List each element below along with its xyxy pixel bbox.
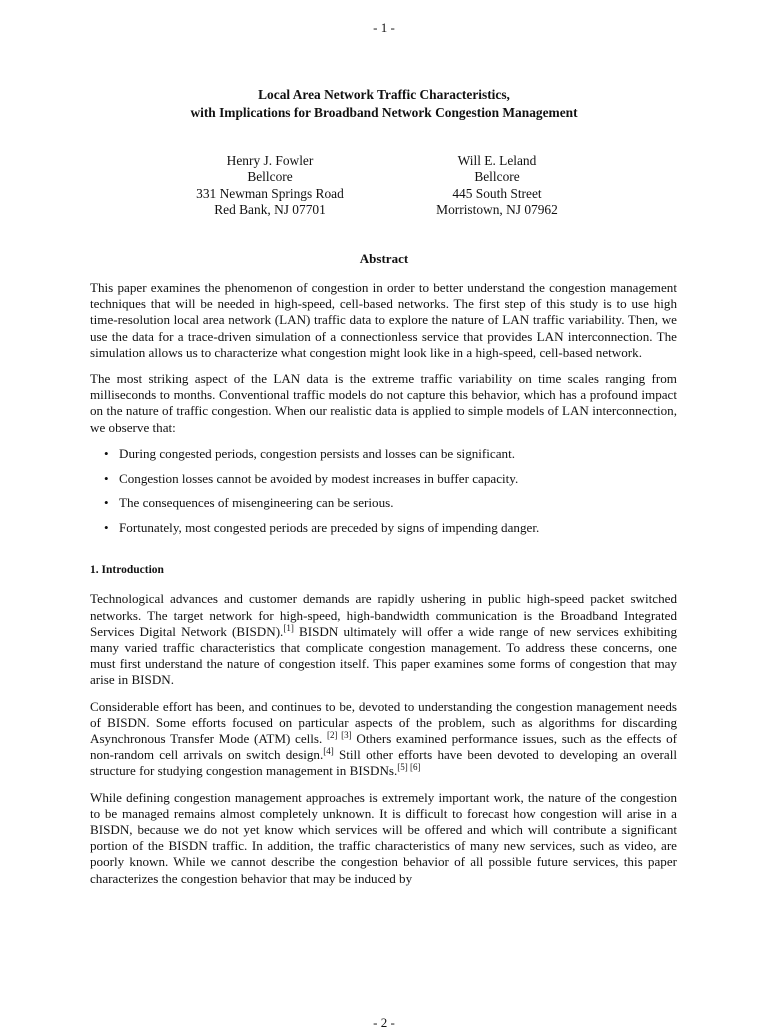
author-block-1	[150, 153, 390, 219]
list-item	[104, 520, 677, 536]
bullet-icon: •	[104, 495, 109, 511]
abstract-paragraph-1: This paper examines the phenomenon of congestion in order to better understand the congestion management techniques that will be needed in high-speed, cell-based networks. The first step of this study is to use high time-resolution local area network (LAN) traffic data to explore the nature of LAN traffic variability. Then, we use the data for a trace-driven simulation of a connectionless service that provides LAN interconnection. The simulation allows us to characterize what congestion might look like in a high-speed, cell-based network.	[90, 280, 677, 360]
author-street: 445 South Street	[452, 185, 542, 201]
citation-4: [4]	[323, 746, 334, 757]
bullet-icon: •	[104, 519, 109, 535]
intro-p2-text-a: Considerable effort has been, and continues to be, devoted to understanding the congestion management needs of BISDN. Some efforts focused on particular aspects of the problem, such as algorithms for discarding Asynchronous Transfer Mode (ATM) cells.	[90, 698, 677, 746]
author-block-2	[377, 153, 617, 219]
intro-p1-text-b: BISDN ultimately will offer a wide range of new services exhibiting many varied traffic characteristics that complicate congestion management. To address these concerns, one must first understand the nature of congestion itself. This paper examines some forms of congestion that may arise in BISDN.	[90, 623, 677, 688]
list-item-text: Congestion losses cannot be avoided by modest increases in buffer capacity.	[119, 470, 519, 486]
paper-body	[90, 280, 677, 897]
bullet-icon: •	[104, 445, 109, 461]
author-city: Morristown, NJ 07962	[436, 202, 558, 218]
author-city: Red Bank, NJ 07701	[214, 202, 326, 218]
list-item-text: Fortunately, most congested periods are preceded by signs of impending danger.	[119, 519, 540, 535]
bullet-icon: •	[104, 470, 109, 486]
section-heading-introduction: 1. Introduction	[90, 564, 164, 577]
citation-2-3: [2] [3]	[327, 729, 352, 740]
citation-1: [1]	[283, 622, 294, 633]
page-number-top: - 1 -	[373, 20, 395, 35]
intro-p1-text-a: Technological advances and customer demands are rapidly ushering in public high-speed packet switched networks. The target network for high-speed, high-bandwidth communication is the Broadband Integrated Services Digital Network (BISDN).	[90, 591, 677, 639]
author-org: Bellcore	[247, 169, 293, 185]
intro-p2-text-b: Others examined performance issues, such as the effects of non-random cell arrivals on switch design.	[90, 730, 677, 763]
findings-list	[90, 446, 677, 536]
author-name: Henry J. Fowler	[226, 153, 314, 168]
citation-5-6: [5] [6]	[397, 762, 421, 773]
intro-paragraph-3: While defining congestion management approaches is extremely important work, the nature of the congestion to be managed remains almost completely unknown. It is difficult to forecast how congestion will arise in a BISDN, because we do not yet know which services will be offered and which will contribute a significant portion of the BISDN traffic. In addition, the traffic characteristics of many new services, such as video, are poorly known. While we cannot describe the congestion behavior of all possible future services, this paper characterizes the congestion behavior that may be induced by	[90, 789, 677, 886]
title-line-2: with Implications for Broadband Network Congestion Management	[190, 105, 578, 120]
abstract-paragraph-2: The most striking aspect of the LAN data is the extreme traffic variability on time scales ranging from milliseconds to months. Conventional traffic models do not capture this behavior, which has a profound impact on the nature of traffic congestion. When our realistic data is applied to simple models of LAN interconnection, we observe that:	[90, 371, 677, 435]
page-number-bottom: - 2 -	[373, 1015, 395, 1030]
list-item	[104, 471, 677, 487]
intro-paragraph-1	[90, 591, 677, 688]
list-item-text: During congested periods, congestion persists and losses can be significant.	[119, 445, 516, 461]
list-item	[104, 495, 677, 511]
abstract-heading: Abstract	[359, 251, 409, 266]
title-line-1: Local Area Network Traffic Characteristics,	[258, 87, 510, 102]
author-street: 331 Newman Springs Road	[196, 185, 344, 201]
paper-title	[0, 86, 768, 122]
intro-p2-text-c: Still other efforts have been devoted to developing an overall structure for studying congestion management in BISDNs.	[90, 747, 677, 779]
intro-paragraph-2	[90, 699, 677, 780]
list-item-text: The consequences of misengineering can be serious.	[119, 495, 394, 511]
author-name: Will E. Leland	[457, 153, 537, 168]
author-org: Bellcore	[474, 169, 520, 185]
list-item	[104, 446, 677, 462]
